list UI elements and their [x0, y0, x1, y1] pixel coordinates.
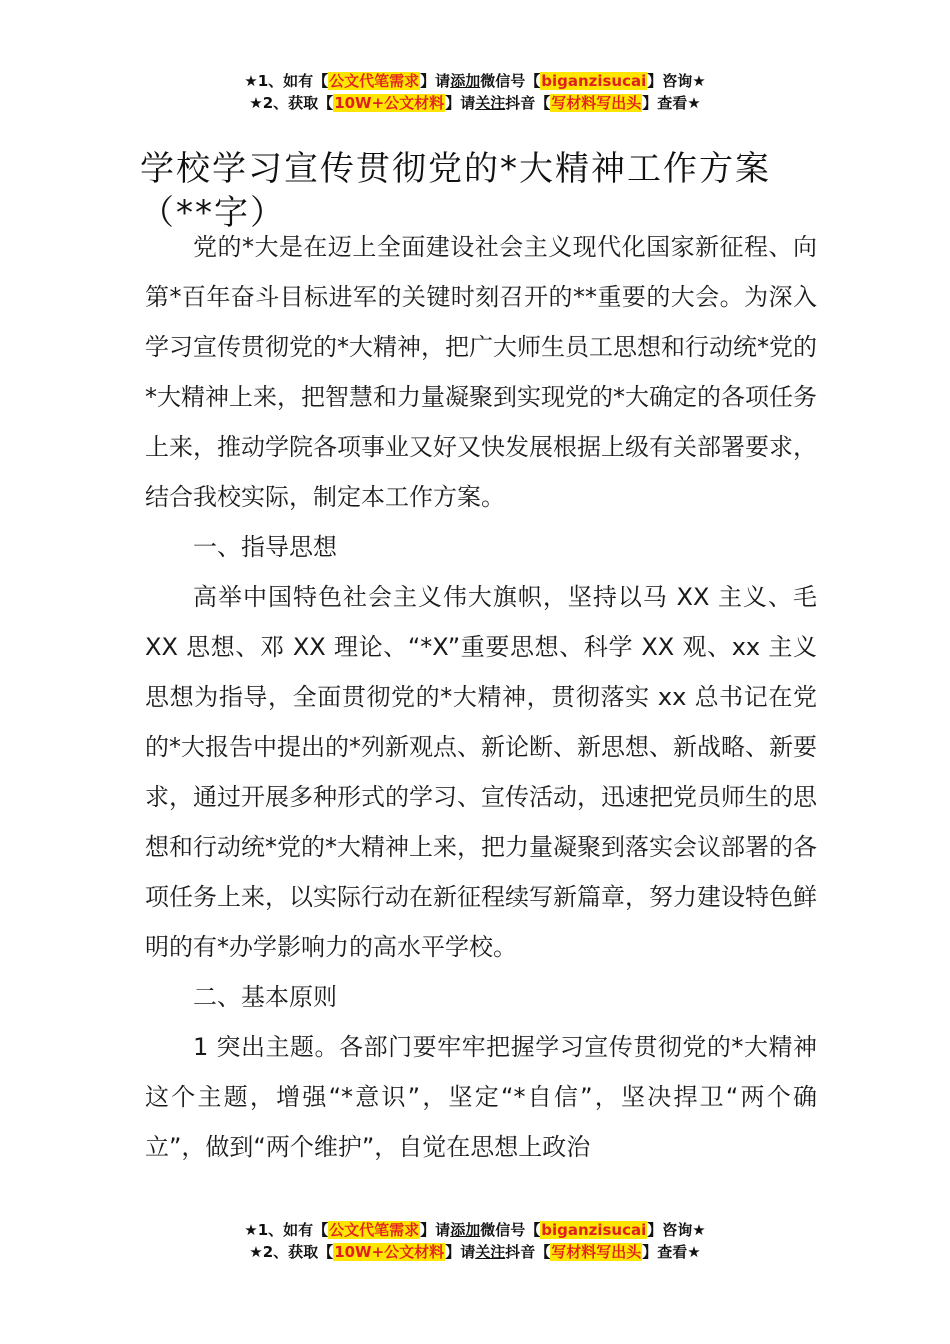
- highlight-wechat-id: biganzisucai: [541, 72, 647, 90]
- highlight-douyin-id: 写材料写出头: [551, 94, 642, 112]
- paragraph-intro: 党的*大是在迈上全面建设社会主义现代化国家新征程、向第*百年奋斗目标进军的关键时刻召开的**重要的大会。为深入学习宣传贯彻党的*大精神，把广大师生员工思想和行动统*党的*大精神上来，把智慧和力量凝聚到实现党的*大确定的各项任务上来，推动学院各项事业又好又快发展根据上级有关部署要求，结合我校实际，制定本工作方案。: [145, 233, 817, 511]
- promo-line-1: ★1、如有【公文代笔需求】请添加微信号【biganzisucai】咨询★: [244, 1221, 706, 1239]
- highlight-service: 公文代笔需求: [329, 1221, 420, 1239]
- promo-line-1: ★1、如有【公文代笔需求】请添加微信号【biganzisucai】咨询★: [244, 72, 706, 90]
- promo-banner-bottom: [0, 1219, 950, 1263]
- section-heading-basic-principles: 二、基本原则: [193, 983, 337, 1011]
- highlight-douyin-id: 写材料写出头: [551, 1243, 642, 1261]
- document-body: [145, 222, 817, 1172]
- promo-line-2: ★2、获取【10W+公文材料】请关注抖音【写材料写出头】查看★: [249, 94, 701, 112]
- paragraph-guiding-thought: 高举中国特色社会主义伟大旗帜，坚持以马 XX 主义、毛 XX 思想、邓 XX 理论、“*X”重要思想、科学 XX 观、xx 主义思想为指导，全面贯彻党的*大精神，贯彻落实 xx 总书记在党的*大报告中提出的*列新观点、新论断、新思想、新战略、新要求，通过开展多种形式的学习、宣传活动，迅速把党员师生的思想和行动统*党的*大精神上来，把力量凝聚到落实会议部署的各项任务上来，以实际行动在新征程续写新篇章，努力建设特色鲜明的有*办学影响力的高水平学校。: [145, 583, 817, 961]
- section-heading-guiding-thought: 一、指导思想: [193, 533, 337, 561]
- paragraph-principle-1: 1 突出主题。各部门要牢牢把握学习宣传贯彻党的*大精神这个主题，增强“*意识”，坚定“*自信”，坚决捍卫“两个确立”，做到“两个维护”，自觉在思想上政治: [145, 1033, 817, 1161]
- promo-banner-top: [0, 70, 950, 114]
- highlight-wechat-id: biganzisucai: [541, 1221, 647, 1239]
- document-title: 学校学习宣传贯彻党的*大精神工作方案（**字）: [140, 148, 771, 233]
- highlight-materials: 10W+公文材料: [334, 94, 445, 112]
- promo-line-2: ★2、获取【10W+公文材料】请关注抖音【写材料写出头】查看★: [249, 1243, 701, 1261]
- highlight-materials: 10W+公文材料: [334, 1243, 445, 1261]
- highlight-service: 公文代笔需求: [329, 72, 420, 90]
